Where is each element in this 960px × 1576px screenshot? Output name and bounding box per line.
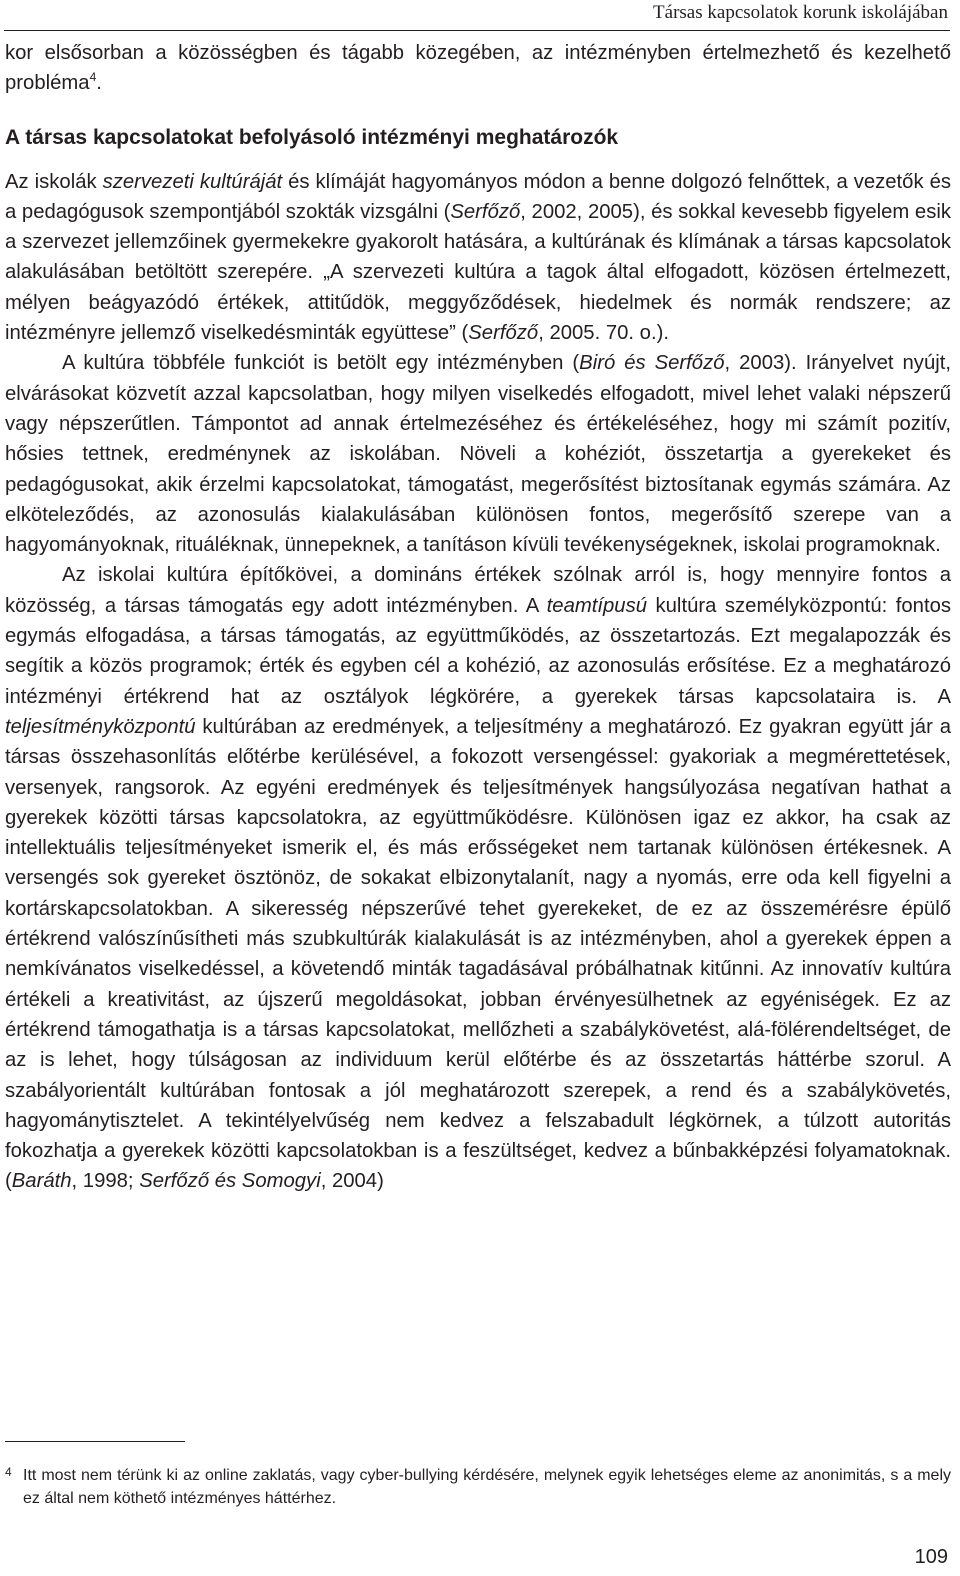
p1-term: szervezeti kultúráját bbox=[102, 170, 283, 193]
p2-text: A kultúra többféle funkciót is betölt egy intézményben ( bbox=[62, 352, 580, 375]
intro-paragraph bbox=[5, 38, 951, 99]
p3-text: Az iskolai kultúra építőkövei, a domináns értékek szólnak arról is, hogy mennyire fontos a közösség, a társas támogatás egy adott intézményben. A bbox=[5, 564, 951, 617]
p3-text: kultúrában az eredmények, a teljesítmény a meghatározó. Ez gyakran együtt jár a társas összehasonlítás előtérbe kerülésével, a fokozott versengéssel: gyakoriak a megmérettetések, versenyek, rangsorok. Az egyéni eredmények és teljesítmények hangsúlyozása negatívan hathat a gyerekek közötti társas kapcsolatokra, az együttműködésre. Különösen igaz ez akkor, ha csak az intellektuális teljesítményeket ismerik el, és más erősségeket nem tartanak különösen értékesnek. A versengés sok gyereket ösztönöz, de sokakat elbizonytalanít, nagy a nyomás, erre oda kell figyelni a kortárskapcsolatokban. A sikeresség népszerűvé tehet gyerekeket, de ez az összemérésre épülő értékrend valószínűsítheti más szubkultúrák kialakulását is az intézményben, ahol a gyerekek éppen a nemkívánatos viselkedéssel, a követendő minták tagadásával próbálhatnak kitűnni. Az innovatív kultúra értékeli a kreativitást, az újszerű megoldásokat, jobban érvényesülhetnek az egyéniségek. Ez az értékrend támogathatja is a társas kapcsolatokat, mellőzheti a szabálykövetést, alá-fölérendeltséget, de az is lehet, hogy túlságosan az individuum kerül előtérbe és az összetartás háttérbe szorul. A szabályorientált kultúrában fontosak a jól meghatározott szerepek, a rend és a szabálykövetés, hagyománytisztelet. A tekintélyelvűség nem kedvez a felszabadult légkörnek, a túlzott autoritás fokozhatja a gyerekek közötti kapcsolatokban is a feszültséget, kedvez a bűnbakképzési folyamatoknak. ( bbox=[5, 715, 951, 1193]
footnote-divider bbox=[5, 1441, 185, 1442]
p3-text: kultúra személyközpontú: fontos egymás elfogadása, a társas támogatás, az együttműködés, az összetartozás. Ezt megalapozzák és segítik a közös programok; érték és egyben cél a kohézió, az azonosulás erősítése. Ez a meghatározó intézményi értékrend hat az osztályok légkörére, a gyerekek társas kapcsolataira is. A bbox=[5, 594, 951, 708]
footnote-ref[interactable]: 4 bbox=[89, 70, 97, 85]
intro-text: kor elsősorban a közösségben és tágabb közegében, az intézményben értelmezhető és kezelhető probléma bbox=[5, 42, 951, 95]
running-head: Társas kapcsolatok korunk iskolájában bbox=[653, 2, 948, 23]
footnote-text: Itt most nem térünk ki az online zaklatás, vagy cyber-bullying kérdésére, melynek egyik lehetséges eleme az anonimitás, s a mely ez által nem köthető intézményes háttérhez. bbox=[23, 1467, 951, 1507]
paragraph-1 bbox=[5, 167, 951, 349]
header-divider bbox=[4, 30, 950, 31]
p3-citation: Serfőző és Somogyi bbox=[139, 1170, 321, 1193]
p1-text: , 2002, 2005), és sokkal kevesebb figyelem esik a szervezet jellemzőinek gyermekekre gyakorolt hatására, a kultúrának és klímának a társas kapcsolatok alakulásában betöltött szerepére. „A szervezeti kultúra a tagok által elfogadott, közösen értelmezett, mélyen beágyazódó értékek, attitűdök, meggyőződések, hiedelmek és normák rendszere; az intézményre jellemző viselkedésminták együttese” ( bbox=[5, 200, 951, 345]
p3-text: , 1998; bbox=[71, 1170, 140, 1193]
section-heading: A társas kapcsolatokat befolyásoló intézményi meghatározók bbox=[5, 125, 619, 149]
p3-text: , 2004) bbox=[320, 1170, 384, 1193]
p1-text: Az iskolák bbox=[5, 170, 103, 193]
footnote-mark: 4 bbox=[5, 1465, 12, 1479]
footnote bbox=[5, 1464, 951, 1510]
page-number: 109 bbox=[914, 1546, 948, 1568]
p2-citation: Biró és Serfőző bbox=[579, 352, 725, 375]
p1-text: és klímáját hagyományos módon a benne dolgozó felnőttek, a vezetők és a pedagógusok szempontjából szokták vizsgálni ( bbox=[5, 170, 951, 223]
paragraph-2 bbox=[5, 348, 951, 560]
page-body bbox=[5, 38, 951, 1197]
p1-citation: Serfőző bbox=[450, 200, 521, 223]
p3-term: teamtípusú bbox=[546, 594, 647, 617]
p2-text: , 2003). Irányelvet nyújt, elvárásokat közvetít azzal kapcsolatban, hogy milyen viselkedés elfogadott, mivel lehet valaki népszerű vagy népszerűtlen. Támpontot ad annak értelmezéséhez és értékeléséhez, hogy mi számít pozitív, hősies tettnek, eredménynek az iskolában. Növeli a kohéziót, összetartja a gyerekeket és pedagógusokat, akik érzelmi kapcsolatokat, támogatást, megerősítést biztosítanak egymás számára. Az elköteleződés, az azonosulás kialakulásában különösen fontos, megerősítő szerepe van a hagyományoknak, rituáléknak, ünnepeknek, a tanításon kívüli tevékenységeknek, iskolai programoknak. bbox=[5, 352, 951, 557]
intro-end: . bbox=[96, 72, 102, 95]
p1-citation: Serfőző bbox=[468, 322, 539, 345]
p3-term: teljesítményközpontú bbox=[5, 715, 196, 738]
p3-citation: Baráth bbox=[11, 1170, 72, 1193]
p1-text: , 2005. 70. o.). bbox=[538, 322, 669, 345]
paragraph-3 bbox=[5, 560, 951, 1196]
